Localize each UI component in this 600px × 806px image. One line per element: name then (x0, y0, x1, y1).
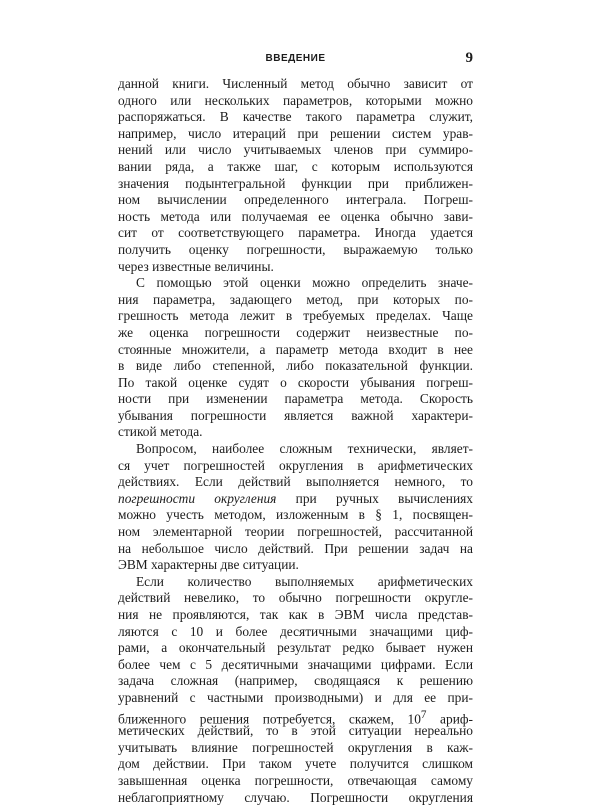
text-line: через известные величины. (118, 258, 274, 274)
body-text (118, 76, 473, 806)
text-line: завышенная оценка погрешности, отвечающая самому (118, 772, 473, 788)
text-line: ся учет погрешностей округления в арифметических (118, 457, 473, 473)
text-line: убывания погрешности является важной характери- (118, 407, 473, 423)
text-line: стикой метода. (118, 424, 203, 440)
text-line: учитывать влияние погрешностей округления в каж- (118, 739, 473, 755)
text-line: нений или число учитываемых членов при суммиро- (118, 142, 473, 158)
text-fragment: ближенного решения потребуется, скажем, 10 (118, 711, 421, 727)
chapter-title: ВВЕДЕНИЕ (265, 53, 326, 64)
text-line: распоряжаться. В качестве такого параметра служит, (118, 109, 473, 125)
text-line: значения подынтегральной функции при приближен- (118, 175, 473, 191)
text-line: С помощью этой оценки можно определить значе- (136, 275, 473, 291)
text-line (118, 491, 473, 508)
text-line: действиях. Если действий выполняется немного, то (118, 474, 473, 490)
text-line: уравнений с частными производными) и для ее при- (118, 689, 473, 705)
text-line (118, 707, 473, 727)
text-line: стоянные множители, а параметр метода входит в нее (118, 341, 473, 357)
text-line: например, число итераций при решении систем урав- (118, 125, 473, 141)
text-line: ность метода или получаемая ее оценка обычно зави- (118, 208, 473, 224)
text-line: ния не проявляются, так как в ЭВМ числа представ- (118, 607, 473, 622)
running-head (118, 50, 473, 70)
text-line: Вопросом, наиболее сложным технически, являет- (136, 441, 473, 457)
text-line: ляются с 10 и более десятичными значащими циф- (118, 623, 473, 639)
text-line: одного или нескольких параметров, которыми можно (118, 92, 473, 108)
text-line: же оценка погрешности содержит неизвестные по- (118, 324, 473, 340)
text-line: неблагоприятному случаю. Погрешности округления (118, 789, 473, 805)
text-line: вании ряда, а также шаг, с которым используются (118, 158, 473, 174)
text-line: грешность метода лежит в требуемых пределах. Чаще (118, 308, 473, 324)
text-fragment: ариф- (426, 711, 473, 727)
text-line: сит от соответствующего параметра. Иногда удается (118, 225, 473, 241)
text-line: ности при изменении параметра метода. Скорость (118, 391, 473, 407)
text-line: Если количество выполняемых арифметических (136, 573, 473, 589)
text-line: данной книги. Численный метод обычно зависит от (118, 76, 473, 91)
text-line: метических действий, то в этой ситуации нереально (118, 723, 473, 739)
text-line: ЭВМ характерны две ситуации. (118, 557, 299, 573)
text-line: рами, а окончательный результат редко бывает нужен (118, 640, 473, 656)
text-fragment: при ручных вычислениях (276, 490, 473, 506)
exponent: 7 (420, 708, 427, 721)
text-line: задача сложная (например, сводящаяся к решению (118, 673, 473, 689)
text-line: более чем с 5 десятичными значащими цифрами. Если (118, 656, 473, 672)
text-line: в виде либо степенной, либо показательной функции. (118, 358, 473, 374)
italic-term: погрешности округления (118, 490, 277, 506)
text-line: дом действии. При таком учете получится слишком (118, 756, 473, 772)
text-line: По такой оценке судят о скорости убывания погреш- (118, 374, 473, 390)
text-line: ном вычислении определенного интеграла. Погреш- (118, 192, 473, 208)
text-line: получить оценку погрешности, выражаемую только (118, 241, 473, 257)
text-line: действий невелико, то обычно погрешности округле- (118, 590, 473, 606)
text-line: ния параметра, задающего метод, при которых по- (118, 291, 473, 307)
text-line: на небольшое число действий. При решении задач на (118, 540, 473, 556)
text-line: можно учесть методом, изложенным в § 1, посвящен- (118, 507, 473, 523)
text-line: ном элементарной теории погрешностей, рассчитанной (118, 524, 473, 540)
page-number: 9 (465, 50, 473, 66)
